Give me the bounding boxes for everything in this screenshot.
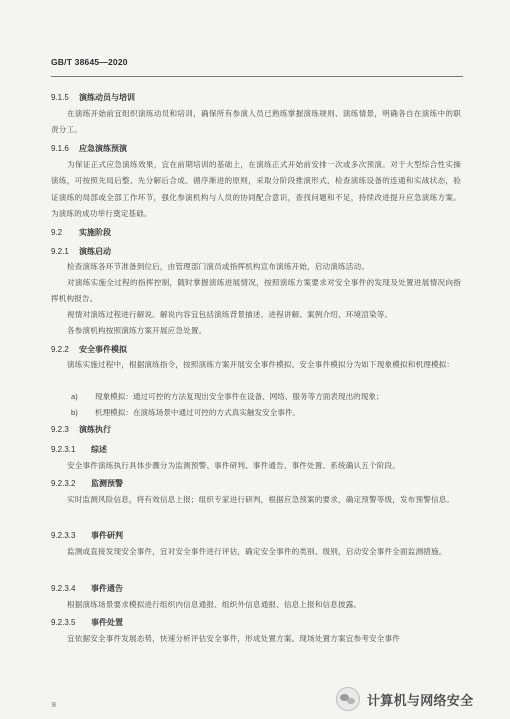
standard-code: GB/T 38645—2020 bbox=[51, 57, 128, 67]
paragraph-9-2-1-a: 检查演练各环节准备到位后，由管理部门演员或指挥机构宣布演练开始，启动演练活动。 bbox=[67, 262, 370, 271]
list-text: 现象模拟：通过可控的方法复现出安全事件在设备、网络、服务等方面表现出的现象； bbox=[95, 392, 384, 401]
header-rule bbox=[51, 76, 463, 77]
section-number: 9.2.1 bbox=[51, 247, 69, 256]
list-text: 机理模拟：在演练场景中通过可控的方式真实触发安全事件。 bbox=[95, 408, 301, 417]
heading-9-2 bbox=[51, 227, 111, 238]
watermark-text: 计算机与网络安全 bbox=[367, 693, 474, 709]
section-title: 演练启动 bbox=[79, 247, 111, 256]
paragraph-9-1-6: 为保证正式应急演练效果，宜在前期培训的基础上，在演练正式开始前安排一次或多次预演。对于大型综合性实操演练，可按照先局后整、先分解后合成、循序渐进的原则，采取分阶段推演形式，检查演练设备的连通和实战状态，验证演练的局部或全部工作环节，强化参演机构与人员的协同配合意识，查找问题和不足，持续改进提升应急演练方案。为演练的成功举行奠定基础。 bbox=[51, 160, 461, 218]
section-title: 事件研判 bbox=[91, 531, 123, 540]
section-title: 事件通告 bbox=[91, 584, 123, 593]
section-title: 安全事件模拟 bbox=[79, 345, 127, 354]
section-title: 事件处置 bbox=[91, 618, 123, 627]
paragraph-9-2-2: 演练实施过程中，根据演练指令，按照演练方案开展安全事件模拟。安全事件模拟分为如下现象模拟和机理模拟： bbox=[67, 360, 455, 369]
section-title: 实施阶段 bbox=[79, 228, 111, 237]
list-item-a bbox=[71, 389, 461, 405]
list-marker: a) bbox=[71, 392, 78, 401]
paragraph-9-2-3-3: 监测或直接发现安全事件，宜对安全事件进行评估，确定安全事件的类别、级别，启动安全事件全面监测措施。 bbox=[67, 547, 447, 556]
paragraph-9-2-1-c: 视情对演练过程进行解说。解说内容宜包括演练背景描述、进程讲解、案例介绍、环境渲染等。 bbox=[67, 310, 393, 319]
heading-9-2-3 bbox=[51, 424, 111, 435]
wechat-icon bbox=[336, 687, 360, 711]
heading-9-2-3-3 bbox=[51, 530, 123, 541]
section-number: 9.2.3.2 bbox=[51, 479, 76, 488]
section-title: 综述 bbox=[91, 445, 107, 454]
heading-9-1-6 bbox=[51, 143, 127, 154]
section-number: 9.2.3.1 bbox=[51, 445, 76, 454]
section-number: 9.2.3 bbox=[51, 425, 69, 434]
paragraph-9-2-1-b: 对演练实施全过程的指挥控制，随时掌握演练进展情况，按照演练方案要求对安全事件的发现及处置进展情况向指挥机构报告。 bbox=[51, 278, 461, 304]
heading-9-2-3-5 bbox=[51, 617, 123, 628]
section-number: 9.1.6 bbox=[51, 144, 69, 153]
list-item-b bbox=[71, 405, 461, 421]
paragraph-9-2-3-2: 实时监测风险信息，将有效信息上报；组织专家进行研判，根据应急预案的要求，确定预警等级，发布预警信息。 bbox=[67, 495, 455, 504]
watermark bbox=[336, 686, 473, 712]
section-number: 9.2.3.4 bbox=[51, 584, 76, 593]
paragraph-9-1-5: 在演练开始前宜组织演练动员和培训，确保所有参演人员已熟练掌握演练规则、演练情景，明确各自在演练中的职责分工。 bbox=[51, 109, 461, 135]
paragraph-9-2-1-d: 各参演机构按照演练方案开展应急处置。 bbox=[67, 326, 207, 335]
section-number: 9.2.2 bbox=[51, 345, 69, 354]
heading-9-2-3-1 bbox=[51, 444, 107, 455]
page-number: 8 bbox=[52, 702, 56, 709]
section-title: 演练执行 bbox=[79, 425, 111, 434]
paragraph-9-2-3-1: 安全事件演练执行具体步骤分为监测预警、事件研判、事件通告、事件处置、系统确认五个阶段。 bbox=[67, 461, 400, 470]
section-number: 9.2.3.3 bbox=[51, 531, 76, 540]
section-number: 9.1.5 bbox=[51, 93, 69, 102]
section-number: 9.2 bbox=[51, 228, 63, 237]
list-marker: b) bbox=[71, 408, 78, 417]
paragraph-9-2-3-4: 根据演练场景要求模拟进行组织内信息通报、组织外信息通报、信息上报和信息披露。 bbox=[67, 600, 362, 609]
heading-9-2-3-4 bbox=[51, 583, 123, 594]
heading-9-2-3-2 bbox=[51, 478, 123, 489]
section-title: 演练动员与培训 bbox=[79, 93, 135, 102]
section-title: 应急演练预演 bbox=[79, 144, 127, 153]
section-number: 9.2.3.5 bbox=[51, 618, 76, 627]
heading-9-2-1 bbox=[51, 246, 111, 257]
heading-9-2-2 bbox=[51, 344, 127, 355]
section-title: 监测预警 bbox=[91, 479, 123, 488]
paragraph-9-2-3-5: 宜依据安全事件发展态势，快速分析评估安全事件，形成处置方案。现场处置方案宜参考安全事件 bbox=[67, 634, 400, 643]
heading-9-1-5 bbox=[51, 92, 135, 103]
